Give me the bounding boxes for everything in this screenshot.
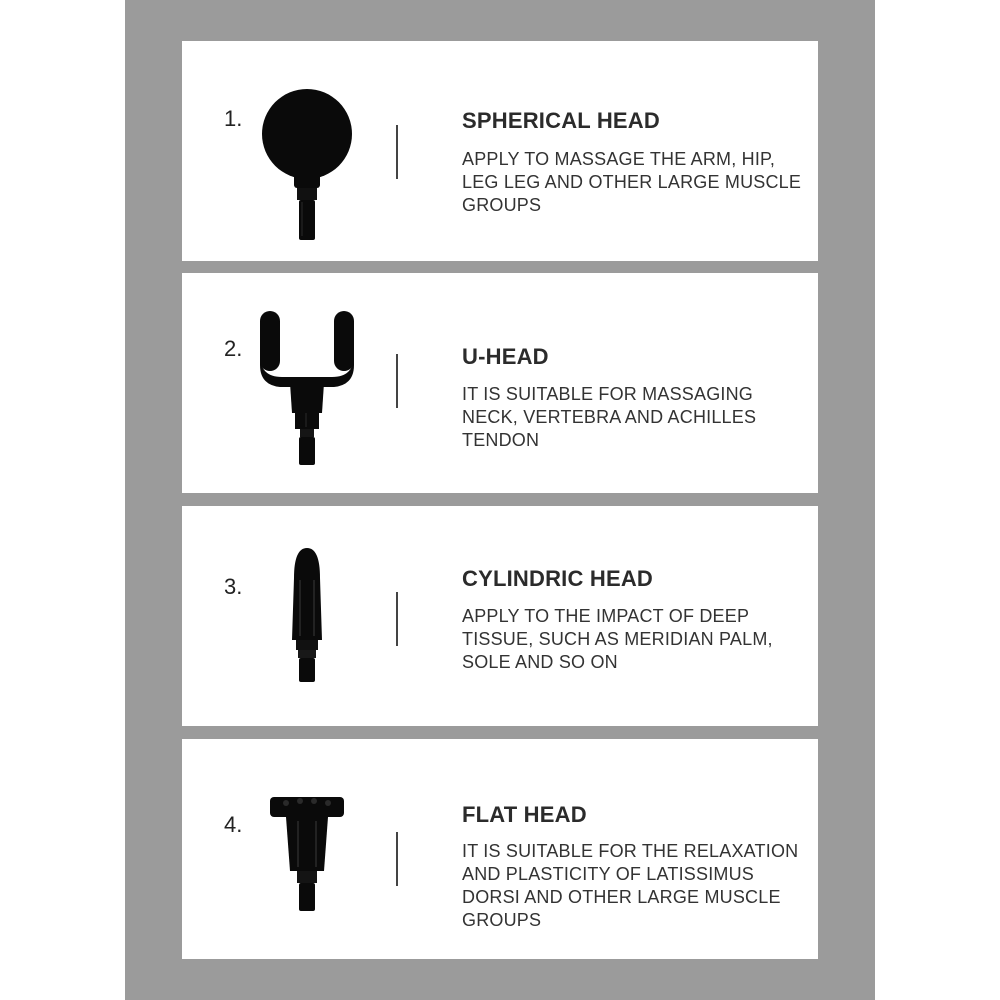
head-description: IT IS SUITABLE FOR MASSAGING NECK, VERTEBRA AND ACHILLES TENDON xyxy=(462,384,757,450)
divider-line xyxy=(396,125,398,179)
flat-head-icon xyxy=(242,759,372,959)
item-number: 1. xyxy=(224,106,243,131)
head-card-flat xyxy=(182,739,818,959)
u-head-icon xyxy=(242,295,372,495)
item-number: 2. xyxy=(224,336,243,361)
head-title: CYLINDRIC HEAD xyxy=(462,566,654,591)
item-number: 3. xyxy=(224,574,243,599)
head-title: SPHERICAL HEAD xyxy=(462,108,660,133)
head-title: U-HEAD xyxy=(462,344,549,369)
head-description: APPLY TO THE IMPACT OF DEEP TISSUE, SUCH AS MERIDIAN PALM, SOLE AND SO ON xyxy=(462,606,773,672)
divider-line xyxy=(396,592,398,646)
divider-line xyxy=(396,832,398,886)
cylindric-head-icon xyxy=(242,528,372,728)
head-card-cylindric xyxy=(182,506,818,726)
head-title: FLAT HEAD xyxy=(462,802,587,827)
head-description: IT IS SUITABLE FOR THE RELAXATION AND PLASTICITY OF LATISSIMUS DORSI AND OTHER LARGE MUSCLE GROUPS xyxy=(462,841,799,930)
item-number: 4. xyxy=(224,812,243,837)
divider-line xyxy=(396,354,398,408)
head-card-spherical xyxy=(182,41,818,261)
head-card-u xyxy=(182,273,818,493)
spherical-head-icon xyxy=(242,66,372,266)
head-description: APPLY TO MASSAGE THE ARM, HIP, LEG LEG AND OTHER LARGE MUSCLE GROUPS xyxy=(462,149,802,215)
